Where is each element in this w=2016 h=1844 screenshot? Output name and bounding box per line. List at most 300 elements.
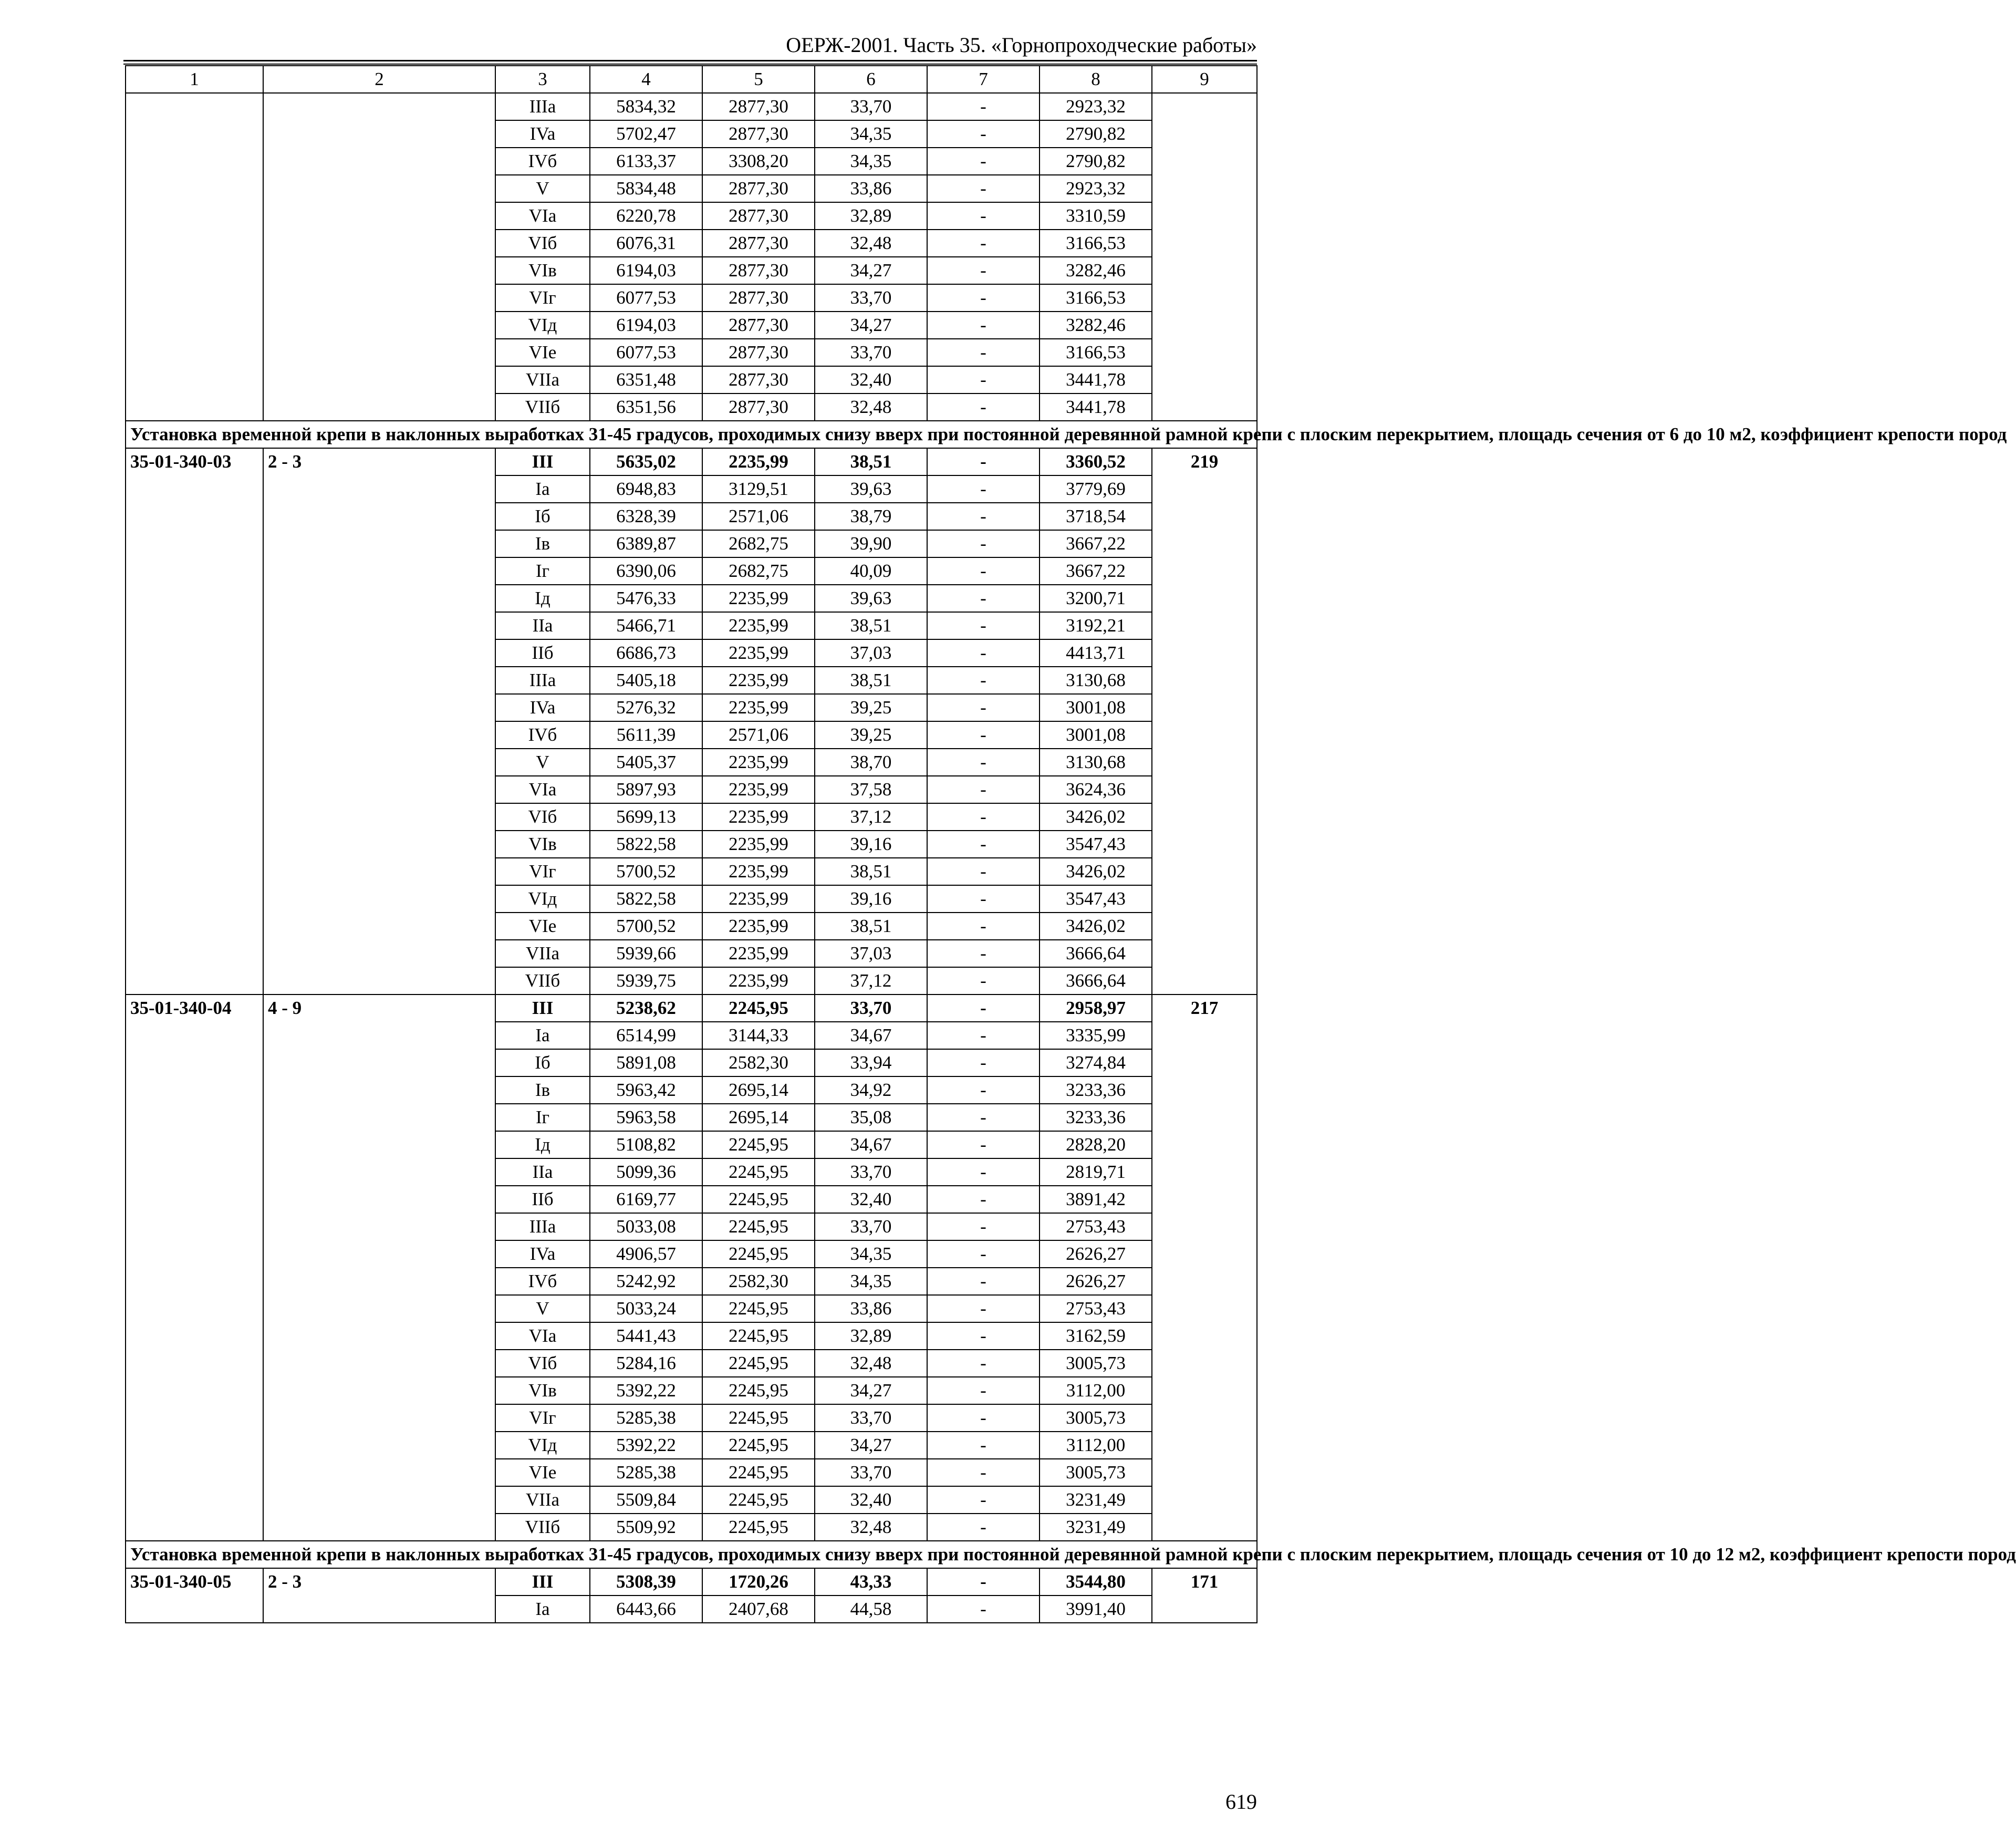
table-cell: VIe [495,339,590,366]
table-cell: Iг [495,557,590,585]
rock-hardness-cell: 4 - 9 [263,994,495,1541]
table-cell: 2923,32 [1040,175,1152,202]
table-cell: Iг [495,1104,590,1131]
table-cell: 38,51 [815,448,927,475]
table-cell: 2235,99 [702,885,815,913]
column-number: 6 [815,66,927,93]
table-cell: VIIб [495,1514,590,1541]
table-cell: 33,70 [815,93,927,120]
table-cell: IIб [495,1186,590,1213]
table-cell: 3005,73 [1040,1404,1152,1432]
table-cell: Iв [495,1076,590,1104]
table-cell: III [495,1568,590,1596]
table-cell: 2245,95 [702,1459,815,1486]
table-cell: 34,35 [815,1268,927,1295]
table-cell: 5509,92 [590,1514,702,1541]
table-cell: 2245,95 [702,1131,815,1158]
table-cell: 2245,95 [702,1350,815,1377]
table-cell: V [495,1295,590,1322]
table-cell: 3426,02 [1040,858,1152,885]
norm-code-cell: 35-01-340-05 [126,1568,263,1623]
table-cell: VIIб [495,967,590,994]
table-cell: VIд [495,885,590,913]
table-cell: 3666,64 [1040,967,1152,994]
table-cell: - [927,148,1040,175]
table-cell: 5476,33 [590,585,702,612]
table-cell: - [927,639,1040,667]
table-cell: 3233,36 [1040,1076,1152,1104]
table-cell: 5441,43 [590,1322,702,1350]
table-cell: 6077,53 [590,339,702,366]
table-cell: 34,35 [815,1240,927,1268]
table-cell: 1720,26 [702,1568,815,1596]
page-number: 619 [1225,1790,1257,1814]
table-cell: 3282,46 [1040,257,1152,284]
table-cell: 2245,95 [702,1240,815,1268]
table-cell: 32,40 [815,1186,927,1213]
table-cell: IVa [495,694,590,721]
table-cell: 3547,43 [1040,885,1152,913]
table-cell: 2877,30 [702,312,815,339]
table-cell: - [927,1322,1040,1350]
table-cell: 3426,02 [1040,913,1152,940]
table-cell: 3666,64 [1040,940,1152,967]
table-cell: 2877,30 [702,339,815,366]
table-cell: 2682,75 [702,557,815,585]
table-cell: 34,67 [815,1022,927,1049]
table-cell: 37,03 [815,639,927,667]
table-cell: - [927,312,1040,339]
table-cell: - [927,1268,1040,1295]
section-heading: Установка временной крепи в наклонных выработках 31-45 градусов, проходимых снизу вверх при постоянной деревянной рамной крепи с плоским перекрытием, площадь сечения от 6 до 10 м2, коэффициент крепости пород [126,421,1257,448]
table-cell: VIIa [495,1486,590,1514]
table-cell: 2235,99 [702,694,815,721]
table-cell: 2235,99 [702,667,815,694]
table-cell: 5963,42 [590,1076,702,1104]
table-cell: - [927,1240,1040,1268]
table-cell: IVa [495,120,590,148]
table-cell: 2245,95 [702,1486,815,1514]
table-cell: 6194,03 [590,312,702,339]
table-cell: 3667,22 [1040,530,1152,557]
table-cell: 32,48 [815,1514,927,1541]
table-cell: Iд [495,585,590,612]
table-cell: 5466,71 [590,612,702,639]
table-cell: 2877,30 [702,257,815,284]
table-cell: VIa [495,1322,590,1350]
table-cell: - [927,694,1040,721]
table-cell: 2235,99 [702,639,815,667]
table-cell: 2753,43 [1040,1295,1152,1322]
table-cell: VIб [495,230,590,257]
table-cell: - [927,1486,1040,1514]
table-cell: VIIa [495,366,590,393]
table-cell: - [927,1432,1040,1459]
table-cell: 4413,71 [1040,639,1152,667]
table-cell: 5834,32 [590,93,702,120]
table-cell: 3441,78 [1040,366,1152,393]
table-cell: 2877,30 [702,284,815,312]
table-cell: 2245,95 [702,1158,815,1186]
table-cell: 43,33 [815,1568,927,1596]
table-cell: VIIб [495,393,590,421]
table-cell: 3001,08 [1040,721,1152,749]
table-cell: 33,70 [815,1459,927,1486]
table-cell: - [927,175,1040,202]
table-cell: 3544,80 [1040,1568,1152,1596]
table-cell: - [927,284,1040,312]
table-cell: - [927,776,1040,803]
table-cell: 33,70 [815,284,927,312]
table-cell: IIa [495,1158,590,1186]
table-cell: 3308,20 [702,148,815,175]
table-cell: 32,89 [815,1322,927,1350]
table-cell: 2235,99 [702,612,815,639]
table-cell: 6351,56 [590,393,702,421]
table-cell: 2235,99 [702,448,815,475]
table-cell: 34,35 [815,120,927,148]
table-cell: 5033,24 [590,1295,702,1322]
table-cell: 2753,43 [1040,1213,1152,1240]
table-cell: 39,63 [815,475,927,503]
table-cell: 2235,99 [702,940,815,967]
table-cell: 5276,32 [590,694,702,721]
table-cell: 33,94 [815,1049,927,1076]
table-cell: - [927,1568,1040,1596]
table-cell: 3891,42 [1040,1186,1152,1213]
table-cell: - [927,530,1040,557]
table-cell: IIIa [495,93,590,120]
table-cell: 3426,02 [1040,803,1152,831]
table-cell: 3001,08 [1040,694,1152,721]
table-cell: VIг [495,1404,590,1432]
table-cell: 5822,58 [590,831,702,858]
table-cell: 6076,31 [590,230,702,257]
table-cell: IVa [495,1240,590,1268]
table-cell: III [495,994,590,1022]
table-cell: VIг [495,284,590,312]
table-cell: 2235,99 [702,831,815,858]
table-cell: 2682,75 [702,530,815,557]
table-cell: 6514,99 [590,1022,702,1049]
table-cell: 3547,43 [1040,831,1152,858]
table-cell: 3130,68 [1040,749,1152,776]
table-cell: - [927,1404,1040,1432]
table-cell: 2245,95 [702,1432,815,1459]
table-cell: 33,70 [815,994,927,1022]
table-cell: 33,70 [815,1158,927,1186]
table-cell: - [927,475,1040,503]
table-row [126,994,1257,1022]
table-cell: 5392,22 [590,1377,702,1404]
table-cell: 3441,78 [1040,393,1152,421]
column-number: 4 [590,66,702,93]
table-cell: 3231,49 [1040,1514,1152,1541]
table-cell: VIв [495,257,590,284]
norm-code-cell: 35-01-340-03 [126,448,263,994]
column-number: 3 [495,66,590,93]
table-cell: 3005,73 [1040,1459,1152,1486]
table-cell: VIд [495,312,590,339]
table-cell: 3667,22 [1040,557,1152,585]
table-cell: 34,27 [815,312,927,339]
table-cell: 6948,83 [590,475,702,503]
table-cell: 2877,30 [702,175,815,202]
table-cell: 5285,38 [590,1459,702,1486]
table-cell: 3166,53 [1040,339,1152,366]
table-cell: 33,70 [815,1404,927,1432]
table-cell: 2571,06 [702,721,815,749]
table-cell: 4906,57 [590,1240,702,1268]
table-cell: 6194,03 [590,257,702,284]
table-cell: IIIa [495,667,590,694]
table-cell: 2582,30 [702,1268,815,1295]
column-number: 1 [126,66,263,93]
table-row [126,448,1257,475]
table-cell: IVб [495,1268,590,1295]
table-cell: IVб [495,148,590,175]
section-heading-row [126,421,1257,448]
table-cell: - [927,1377,1040,1404]
table-cell: 3192,21 [1040,612,1152,639]
table-cell: 6328,39 [590,503,702,530]
table-cell: 2958,97 [1040,994,1152,1022]
table-cell: 32,48 [815,230,927,257]
table-cell: VIa [495,776,590,803]
table-cell: 33,86 [815,1295,927,1322]
table-cell: - [927,803,1040,831]
table-cell: - [927,967,1040,994]
table-cell: 5284,16 [590,1350,702,1377]
table-cell: 39,63 [815,585,927,612]
table-cell: 2245,95 [702,1186,815,1213]
table-cell: 5509,84 [590,1486,702,1514]
table-cell: 5834,48 [590,175,702,202]
table-cell: VIд [495,1432,590,1459]
table-cell: 2245,95 [702,1377,815,1404]
table-cell: 39,90 [815,530,927,557]
table-cell: 2245,95 [702,1404,815,1432]
table-cell: Iб [495,503,590,530]
column-number: 5 [702,66,815,93]
table-cell: Ia [495,1596,590,1623]
table-cell: 3005,73 [1040,1350,1152,1377]
table-cell: 3310,59 [1040,202,1152,230]
table-cell: - [927,612,1040,639]
table-cell: 6443,66 [590,1596,702,1623]
table-cell: - [927,1459,1040,1486]
table-cell: 37,12 [815,803,927,831]
table-cell: - [927,202,1040,230]
table-cell: - [927,1295,1040,1322]
unit-cost-cell: 219 [1152,448,1257,994]
table-cell: Ia [495,1022,590,1049]
table-cell: VIв [495,831,590,858]
table-cell: - [927,120,1040,148]
table-cell: - [927,1076,1040,1104]
table-cell: 5897,93 [590,776,702,803]
section-heading: Установка временной крепи в наклонных выработках 31-45 градусов, проходимых снизу вверх при постоянной деревянной рамной крепи с плоским перекрытием, площадь сечения от 10 до 12 м2, коэффициент крепости пород [126,1541,1257,1568]
table-cell: VIe [495,1459,590,1486]
table-cell: - [927,749,1040,776]
table-cell: - [927,1596,1040,1623]
table-cell: - [927,721,1040,749]
table-cell: 32,40 [815,1486,927,1514]
table-cell: 32,48 [815,393,927,421]
table-cell: 5033,08 [590,1213,702,1240]
table-cell: 38,51 [815,913,927,940]
table-cell: 44,58 [815,1596,927,1623]
table-cell: 5392,22 [590,1432,702,1459]
section-heading-row [126,1541,1257,1568]
table-cell: - [927,557,1040,585]
table-row [126,93,1257,120]
table-cell: 39,25 [815,721,927,749]
table-cell: 6686,73 [590,639,702,667]
table-cell: 3360,52 [1040,448,1152,475]
table-cell: - [927,448,1040,475]
unit-cost-cell: 171 [1152,1568,1257,1623]
table-cell: 2235,99 [702,803,815,831]
table-cell: - [927,940,1040,967]
table-cell: 2235,99 [702,585,815,612]
table-cell: Ia [495,475,590,503]
table-cell: 2828,20 [1040,1131,1152,1158]
table-cell: 5238,62 [590,994,702,1022]
table-cell: 6389,87 [590,530,702,557]
table-cell: 2790,82 [1040,148,1152,175]
table-cell: 5891,08 [590,1049,702,1076]
table-cell: 6220,78 [590,202,702,230]
table-cell: 34,27 [815,1377,927,1404]
table-cell: 5635,02 [590,448,702,475]
table-cell: 5099,36 [590,1158,702,1186]
table-cell: 3991,40 [1040,1596,1152,1623]
table-cell: 2626,27 [1040,1240,1152,1268]
table-cell: - [927,585,1040,612]
table-cell: 38,70 [815,749,927,776]
unit-cost-cell: 217 [1152,994,1257,1541]
table-cell: VIa [495,202,590,230]
table-cell: III [495,448,590,475]
table-cell: 6169,77 [590,1186,702,1213]
table-cell: 2819,71 [1040,1158,1152,1186]
table-cell: VIб [495,803,590,831]
table-cell: 32,89 [815,202,927,230]
table-cell: 34,35 [815,148,927,175]
table-cell: VIв [495,1377,590,1404]
table-cell: - [927,1022,1040,1049]
table-cell: - [927,858,1040,885]
table-cell: 5963,58 [590,1104,702,1131]
table-cell: Iд [495,1131,590,1158]
table-cell: VIe [495,913,590,940]
table-cell: - [927,93,1040,120]
table-cell: 3144,33 [702,1022,815,1049]
unit-cost-cell [1152,93,1257,421]
table-cell: - [927,230,1040,257]
table-cell: 2877,30 [702,120,815,148]
table-cell: 33,70 [815,339,927,366]
header-rule-double [123,64,1257,65]
table-cell: 34,27 [815,1432,927,1459]
table-cell: 2877,30 [702,93,815,120]
table-cell: 39,16 [815,831,927,858]
table-cell: 5939,75 [590,967,702,994]
table-cell: 34,92 [815,1076,927,1104]
table-cell: - [927,366,1040,393]
norm-code-cell: 35-01-340-04 [126,994,263,1541]
table-cell: - [927,667,1040,694]
table-cell: 2407,68 [702,1596,815,1623]
table-cell: 2877,30 [702,393,815,421]
table-cell: 2695,14 [702,1076,815,1104]
table-cell: 37,03 [815,940,927,967]
table-cell: 3166,53 [1040,284,1152,312]
table-cell: 3282,46 [1040,312,1152,339]
table-cell: 5700,52 [590,858,702,885]
table-cell: 2245,95 [702,1514,815,1541]
table-cell: - [927,831,1040,858]
table-cell: - [927,1104,1040,1131]
table-row [126,1568,1257,1596]
table-cell: 5700,52 [590,913,702,940]
table-cell: - [927,339,1040,366]
table-cell: 3129,51 [702,475,815,503]
price-table [125,65,2016,1623]
table-cell: 3112,00 [1040,1377,1152,1404]
table-cell: V [495,749,590,776]
table-cell: 38,79 [815,503,927,530]
table-cell: 2877,30 [702,202,815,230]
table-cell: 5242,92 [590,1268,702,1295]
rock-hardness-cell [263,93,495,421]
table-cell: 37,12 [815,967,927,994]
table-cell: - [927,1131,1040,1158]
header-rule [123,60,1257,61]
table-cell: - [927,1213,1040,1240]
table-cell: 2923,32 [1040,93,1152,120]
table-cell: 3231,49 [1040,1486,1152,1514]
table-cell: 2235,99 [702,776,815,803]
table-cell: 3166,53 [1040,230,1152,257]
table-cell: 3779,69 [1040,475,1152,503]
column-number-row [126,66,1257,93]
table-cell: IIб [495,639,590,667]
table-cell: - [927,913,1040,940]
column-number: 7 [927,66,1040,93]
table-cell: 3718,54 [1040,503,1152,530]
table-cell: 2235,99 [702,967,815,994]
table-cell: - [927,1049,1040,1076]
table-cell: Iв [495,530,590,557]
table-cell: 2582,30 [702,1049,815,1076]
table-cell: 2790,82 [1040,120,1152,148]
table-cell: - [927,994,1040,1022]
table-cell: 38,51 [815,612,927,639]
table-cell: 2626,27 [1040,1268,1152,1295]
table-cell: 2235,99 [702,913,815,940]
table-cell: 2877,30 [702,366,815,393]
table-cell: 3130,68 [1040,667,1152,694]
table-cell: VIг [495,858,590,885]
table-cell: - [927,885,1040,913]
table-cell: - [927,257,1040,284]
table-cell: 2695,14 [702,1104,815,1131]
table-cell: 34,27 [815,257,927,284]
table-cell: 6351,48 [590,366,702,393]
column-number: 9 [1152,66,1257,93]
